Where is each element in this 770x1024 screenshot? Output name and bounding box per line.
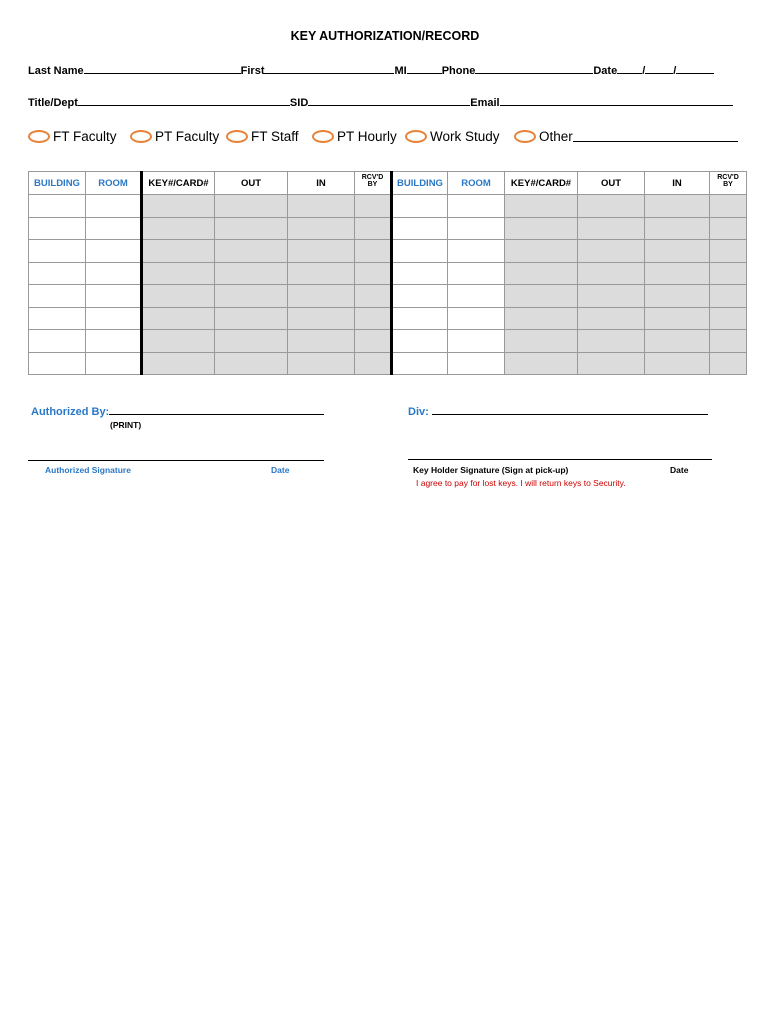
cell-key-card[interactable] — [142, 330, 215, 353]
dept-line — [28, 96, 733, 109]
cell-building[interactable] — [29, 330, 86, 353]
cell-out[interactable] — [215, 195, 288, 218]
div-label: Div: — [408, 406, 429, 418]
cell-key-card[interactable] — [142, 285, 215, 308]
cell-room[interactable] — [86, 307, 142, 330]
cell-in[interactable] — [288, 217, 355, 240]
cell-building[interactable] — [392, 352, 448, 375]
cell-in[interactable] — [288, 330, 355, 353]
cell-rcvd-by[interactable] — [355, 330, 392, 353]
cell-out[interactable] — [215, 285, 288, 308]
cell-room[interactable] — [448, 262, 505, 285]
rcvd-line-1: RCV'D — [361, 174, 384, 181]
key-holder-signature-field[interactable] — [408, 459, 712, 460]
cell-in[interactable] — [288, 352, 355, 375]
cell-room[interactable] — [86, 240, 142, 263]
cell-key-card[interactable] — [505, 195, 578, 218]
cell-building[interactable] — [392, 285, 448, 308]
title-dept-label: Title/Dept — [28, 97, 78, 109]
header-rcvd-by — [355, 172, 392, 195]
table-row — [29, 262, 747, 285]
cell-out[interactable] — [215, 240, 288, 263]
cell-building[interactable] — [392, 262, 448, 285]
cell-room[interactable] — [448, 352, 505, 375]
cell-building[interactable] — [29, 307, 86, 330]
option-ft-staff[interactable] — [226, 125, 299, 147]
cell-room[interactable] — [86, 195, 142, 218]
cell-rcvd-by[interactable] — [355, 352, 392, 375]
cell-key-card[interactable] — [505, 352, 578, 375]
cell-out[interactable] — [578, 352, 645, 375]
rcvd-line-2: BY — [723, 181, 733, 188]
cell-building[interactable] — [392, 330, 448, 353]
date-month-field[interactable] — [617, 64, 642, 74]
table-row — [29, 307, 747, 330]
cell-rcvd-by[interactable] — [355, 195, 392, 218]
table-header-row — [29, 172, 747, 195]
sid-field[interactable] — [308, 96, 470, 106]
key-holder-signature-label: Key Holder Signature (Sign at pick-up) — [413, 465, 569, 475]
cell-room[interactable] — [448, 195, 505, 218]
option-work-study[interactable] — [405, 125, 500, 147]
cell-out[interactable] — [215, 330, 288, 353]
cell-building[interactable] — [392, 217, 448, 240]
form-title: KEY AUTHORIZATION/RECORD — [290, 29, 480, 43]
cell-in[interactable] — [288, 307, 355, 330]
date-year-field[interactable] — [676, 64, 714, 74]
cell-out[interactable] — [215, 262, 288, 285]
rcvd-line-1: RCV'D — [717, 174, 739, 181]
cell-in[interactable] — [645, 330, 710, 353]
cell-room[interactable] — [448, 330, 505, 353]
cell-rcvd-by[interactable] — [355, 262, 392, 285]
cell-key-card[interactable] — [505, 240, 578, 263]
cell-building[interactable] — [29, 240, 86, 263]
first-name-field[interactable] — [264, 64, 394, 74]
cell-key-card[interactable] — [505, 307, 578, 330]
table-row — [29, 285, 747, 308]
email-field[interactable] — [500, 96, 733, 106]
cell-key-card[interactable] — [505, 262, 578, 285]
header-building: BUILDING — [392, 172, 448, 195]
cell-rcvd-by[interactable] — [710, 330, 747, 353]
key-table — [28, 171, 747, 375]
cell-out[interactable] — [215, 352, 288, 375]
authorized-signature-field[interactable] — [28, 460, 324, 461]
key-holder-date-label: Date — [670, 465, 689, 475]
title-dept-field[interactable] — [78, 96, 290, 106]
header-in: IN — [288, 172, 355, 195]
cell-in[interactable] — [645, 352, 710, 375]
cell-room[interactable] — [448, 217, 505, 240]
cell-key-card[interactable] — [142, 352, 215, 375]
cell-building[interactable] — [29, 195, 86, 218]
radio-oval-icon — [405, 130, 427, 143]
date-sep-1: / — [642, 65, 646, 77]
authorized-by-line — [31, 405, 324, 418]
table-row — [29, 217, 747, 240]
cell-rcvd-by[interactable] — [710, 307, 747, 330]
lost-keys-agreement: I agree to pay for lost keys. I will return keys to Security. — [416, 478, 626, 488]
cell-key-card[interactable] — [505, 330, 578, 353]
cell-in[interactable] — [288, 195, 355, 218]
cell-in[interactable] — [645, 262, 710, 285]
cell-out[interactable] — [578, 307, 645, 330]
header-key-card: KEY#/CARD# — [505, 172, 578, 195]
cell-out[interactable] — [578, 330, 645, 353]
cell-rcvd-by[interactable] — [355, 285, 392, 308]
phone-field[interactable] — [475, 64, 593, 74]
name-line — [28, 64, 714, 77]
cell-key-card[interactable] — [142, 240, 215, 263]
mi-field[interactable] — [407, 64, 442, 74]
rcvd-line-2: BY — [367, 181, 378, 188]
print-hint: (PRINT) — [110, 420, 142, 430]
header-key-card: KEY#/CARD# — [142, 172, 215, 195]
option-label: PT Hourly — [337, 128, 397, 144]
cell-building[interactable] — [392, 307, 448, 330]
date-label: Date — [593, 65, 618, 77]
radio-oval-icon — [312, 130, 334, 143]
table-row — [29, 195, 747, 218]
cell-out[interactable] — [578, 262, 645, 285]
div-line — [408, 405, 708, 418]
cell-rcvd-by[interactable] — [355, 307, 392, 330]
cell-in[interactable] — [645, 217, 710, 240]
option-label: Work Study — [430, 128, 500, 144]
cell-room[interactable] — [86, 262, 142, 285]
cell-rcvd-by[interactable] — [710, 352, 747, 375]
mi-label: MI — [394, 65, 407, 77]
header-room: ROOM — [86, 172, 142, 195]
table-row — [29, 240, 747, 263]
header-in: IN — [645, 172, 710, 195]
cell-out[interactable] — [578, 285, 645, 308]
cell-out[interactable] — [578, 217, 645, 240]
date-sep-2: / — [673, 65, 677, 77]
cell-key-card[interactable] — [142, 217, 215, 240]
header-out: OUT — [578, 172, 645, 195]
cell-room[interactable] — [448, 307, 505, 330]
cell-out[interactable] — [215, 307, 288, 330]
cell-rcvd-by[interactable] — [710, 240, 747, 263]
authorized-by-field[interactable] — [109, 405, 324, 415]
sid-label: SID — [289, 97, 309, 109]
cell-key-card[interactable] — [505, 217, 578, 240]
cell-room[interactable] — [86, 217, 142, 240]
cell-building[interactable] — [29, 285, 86, 308]
last-name-field[interactable] — [84, 64, 241, 74]
cell-in[interactable] — [288, 285, 355, 308]
cell-room[interactable] — [86, 330, 142, 353]
radio-oval-icon — [514, 130, 536, 143]
cell-rcvd-by[interactable] — [710, 262, 747, 285]
last-name-label: Last Name — [28, 65, 84, 77]
authorized-by-label: Authorized By: — [31, 406, 110, 418]
cell-rcvd-by[interactable] — [710, 285, 747, 308]
cell-building[interactable] — [29, 352, 86, 375]
div-field[interactable] — [432, 405, 708, 415]
authorized-date-label: Date — [271, 465, 290, 475]
cell-building[interactable] — [29, 262, 86, 285]
key-table-body — [29, 195, 747, 375]
other-field[interactable] — [573, 131, 738, 142]
email-label: Email — [470, 97, 500, 109]
option-other[interactable] — [514, 125, 738, 147]
header-building: BUILDING — [29, 172, 86, 195]
cell-out[interactable] — [578, 240, 645, 263]
option-label: FT Faculty — [53, 128, 117, 144]
radio-oval-icon — [226, 130, 248, 143]
cell-building[interactable] — [392, 195, 448, 218]
option-pt-hourly[interactable] — [312, 125, 397, 147]
table-row — [29, 352, 747, 375]
cell-key-card[interactable] — [142, 307, 215, 330]
option-label: FT Staff — [251, 128, 299, 144]
option-ft-faculty[interactable] — [28, 125, 117, 147]
option-pt-faculty[interactable] — [130, 125, 219, 147]
cell-key-card[interactable] — [142, 195, 215, 218]
date-day-field[interactable] — [645, 64, 673, 74]
cell-rcvd-by[interactable] — [710, 217, 747, 240]
option-label: PT Faculty — [155, 128, 220, 144]
cell-out[interactable] — [578, 195, 645, 218]
cell-building[interactable] — [29, 217, 86, 240]
cell-rcvd-by[interactable] — [710, 195, 747, 218]
cell-in[interactable] — [645, 240, 710, 263]
cell-rcvd-by[interactable] — [355, 217, 392, 240]
header-room: ROOM — [448, 172, 505, 195]
radio-oval-icon — [130, 130, 152, 143]
cell-in[interactable] — [288, 262, 355, 285]
cell-out[interactable] — [215, 217, 288, 240]
cell-in[interactable] — [288, 240, 355, 263]
option-label: Other — [539, 128, 573, 144]
cell-room[interactable] — [86, 352, 142, 375]
cell-key-card[interactable] — [142, 262, 215, 285]
header-out: OUT — [215, 172, 288, 195]
cell-in[interactable] — [645, 285, 710, 308]
radio-oval-icon — [28, 130, 50, 143]
phone-label: Phone — [441, 65, 476, 77]
cell-rcvd-by[interactable] — [355, 240, 392, 263]
table-row — [29, 330, 747, 353]
cell-building[interactable] — [392, 240, 448, 263]
cell-in[interactable] — [645, 307, 710, 330]
cell-room[interactable] — [448, 240, 505, 263]
authorized-signature-label: Authorized Signature — [45, 465, 131, 475]
cell-key-card[interactable] — [505, 285, 578, 308]
cell-in[interactable] — [645, 195, 710, 218]
first-name-label: First — [240, 65, 265, 77]
header-rcvd-by — [710, 172, 747, 195]
cell-room[interactable] — [86, 285, 142, 308]
cell-room[interactable] — [448, 285, 505, 308]
